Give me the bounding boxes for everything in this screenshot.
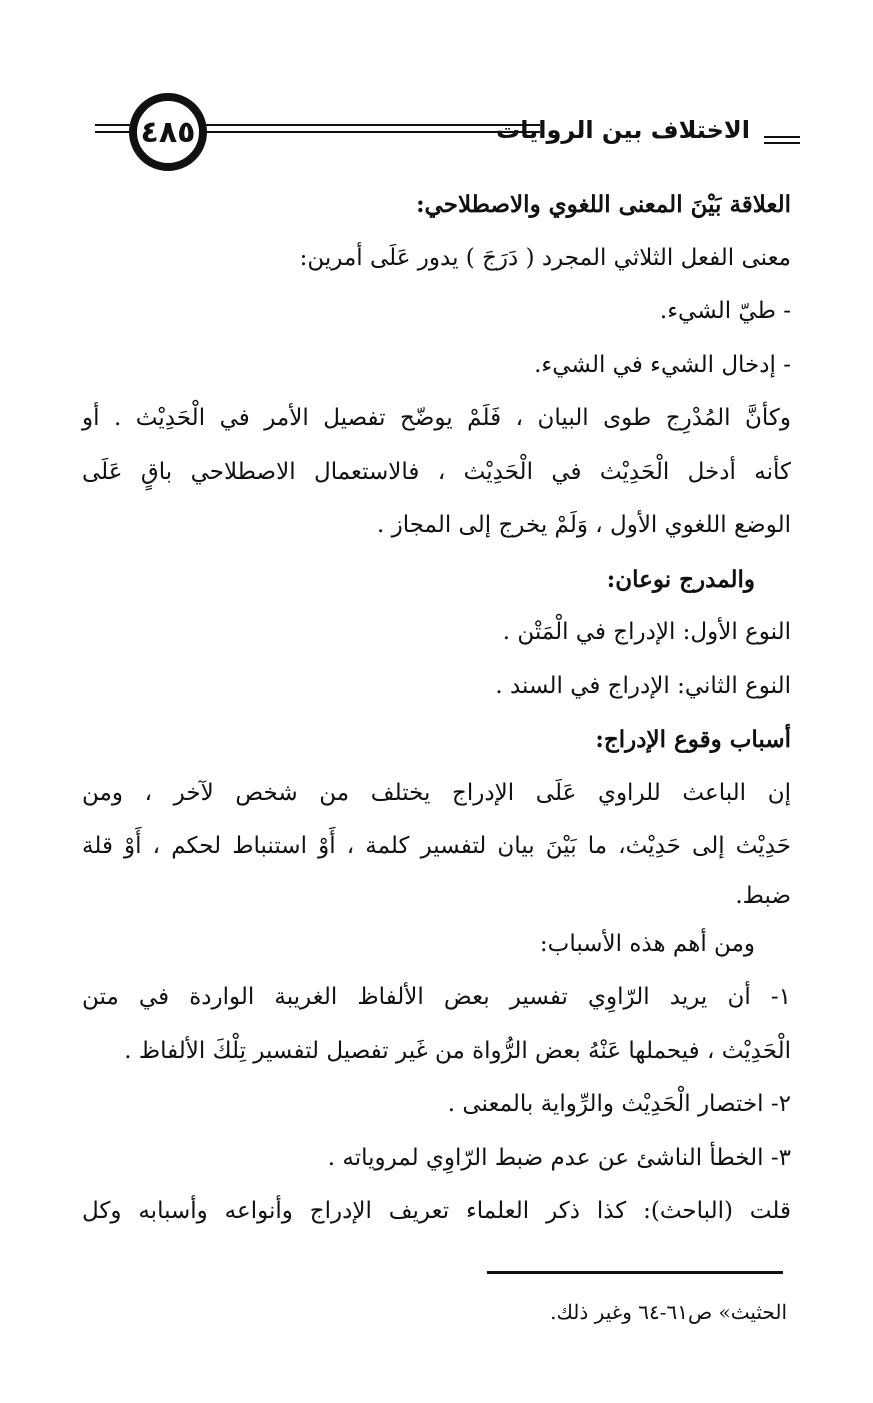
list-item: - إدخال الشيء في الشيء. [534, 351, 791, 378]
text-line: ومن أهم هذه الأسباب: [539, 930, 755, 957]
running-title: الاختلاف بين الروايات [496, 116, 750, 144]
footnote-rule [487, 1271, 783, 1274]
header-rule-right-top [764, 136, 800, 138]
list-item: ٢- اختصار الْحَدِيْث والرِّواية بالمعنى . [447, 1091, 791, 1117]
list-item: ١- أن يريد الرّاوِي تفسير بعض الألفاظ الغريبة الواردة في متن [82, 984, 791, 1010]
page-number: ٤٨٥ [140, 114, 196, 150]
text-line: النوع الأول: الإدراج في الْمَتْن . [502, 619, 791, 645]
text-line: إن الباعث للراوي عَلَى الإدراج يختلف من شخص لآخر ، ومن [82, 779, 791, 806]
main-text [82, 178, 791, 1239]
text-line: قلت (الباحث): كذا ذكر العلماء تعريف الإدراج وأنواعه وأسبابه وكل [82, 1198, 791, 1224]
header-rule-middle-top [200, 124, 540, 126]
text-line: النوع الثاني: الإدراج في السند . [495, 672, 791, 699]
text-line: معنى الفعل الثلاثي المجرد ( دَرَجَ ) يدور عَلَى أمرين: [299, 244, 791, 271]
page-number-badge [129, 93, 207, 171]
section-heading: والمدرج نوعان: [606, 565, 755, 593]
text-line: ضبط. [735, 882, 791, 909]
text-line: كأنه أدخل الْحَدِيْث في الْحَدِيْث ، فالاستعمال الاصطلاحي باقٍ عَلَى [82, 458, 791, 485]
list-item: ٣- الخطأ الناشئ عن عدم ضبط الرّاوِي لمروياته . [327, 1144, 791, 1171]
text-line: حَدِيْث إلى حَدِيْث، ما بَيْنَ بيان لتفسير كلمة ، أَوْ استنباط لحكم ، أَوْ قلة [82, 833, 791, 859]
footnote: الحثيث» ص٦١-٦٤ وغير ذلك. [550, 1300, 787, 1324]
text-line: الْحَدِيْث ، فيحملها عَنْهُ بعض الرُّواة من غَير تفصيل لتفسير تِلْكَ الألفاظ . [124, 1037, 791, 1064]
header-rule-middle-bottom [200, 131, 540, 133]
list-item: - طيّ الشيء. [659, 298, 791, 324]
header-rule-right-bottom [764, 142, 800, 144]
section-heading: العلاقة بَيْنَ المعنى اللغوي والاصطلاحي: [416, 191, 791, 218]
text-line: وكأنَّ المُدْرِج طوى البيان ، فَلَمْ يوضّح تفصيل الأمر في الْحَدِيْث . أو [82, 405, 791, 431]
section-heading: أسباب وقوع الإدراج: [595, 726, 791, 753]
text-line: الوضع اللغوي الأول ، وَلَمْ يخرج إلى المجاز . [376, 512, 791, 538]
